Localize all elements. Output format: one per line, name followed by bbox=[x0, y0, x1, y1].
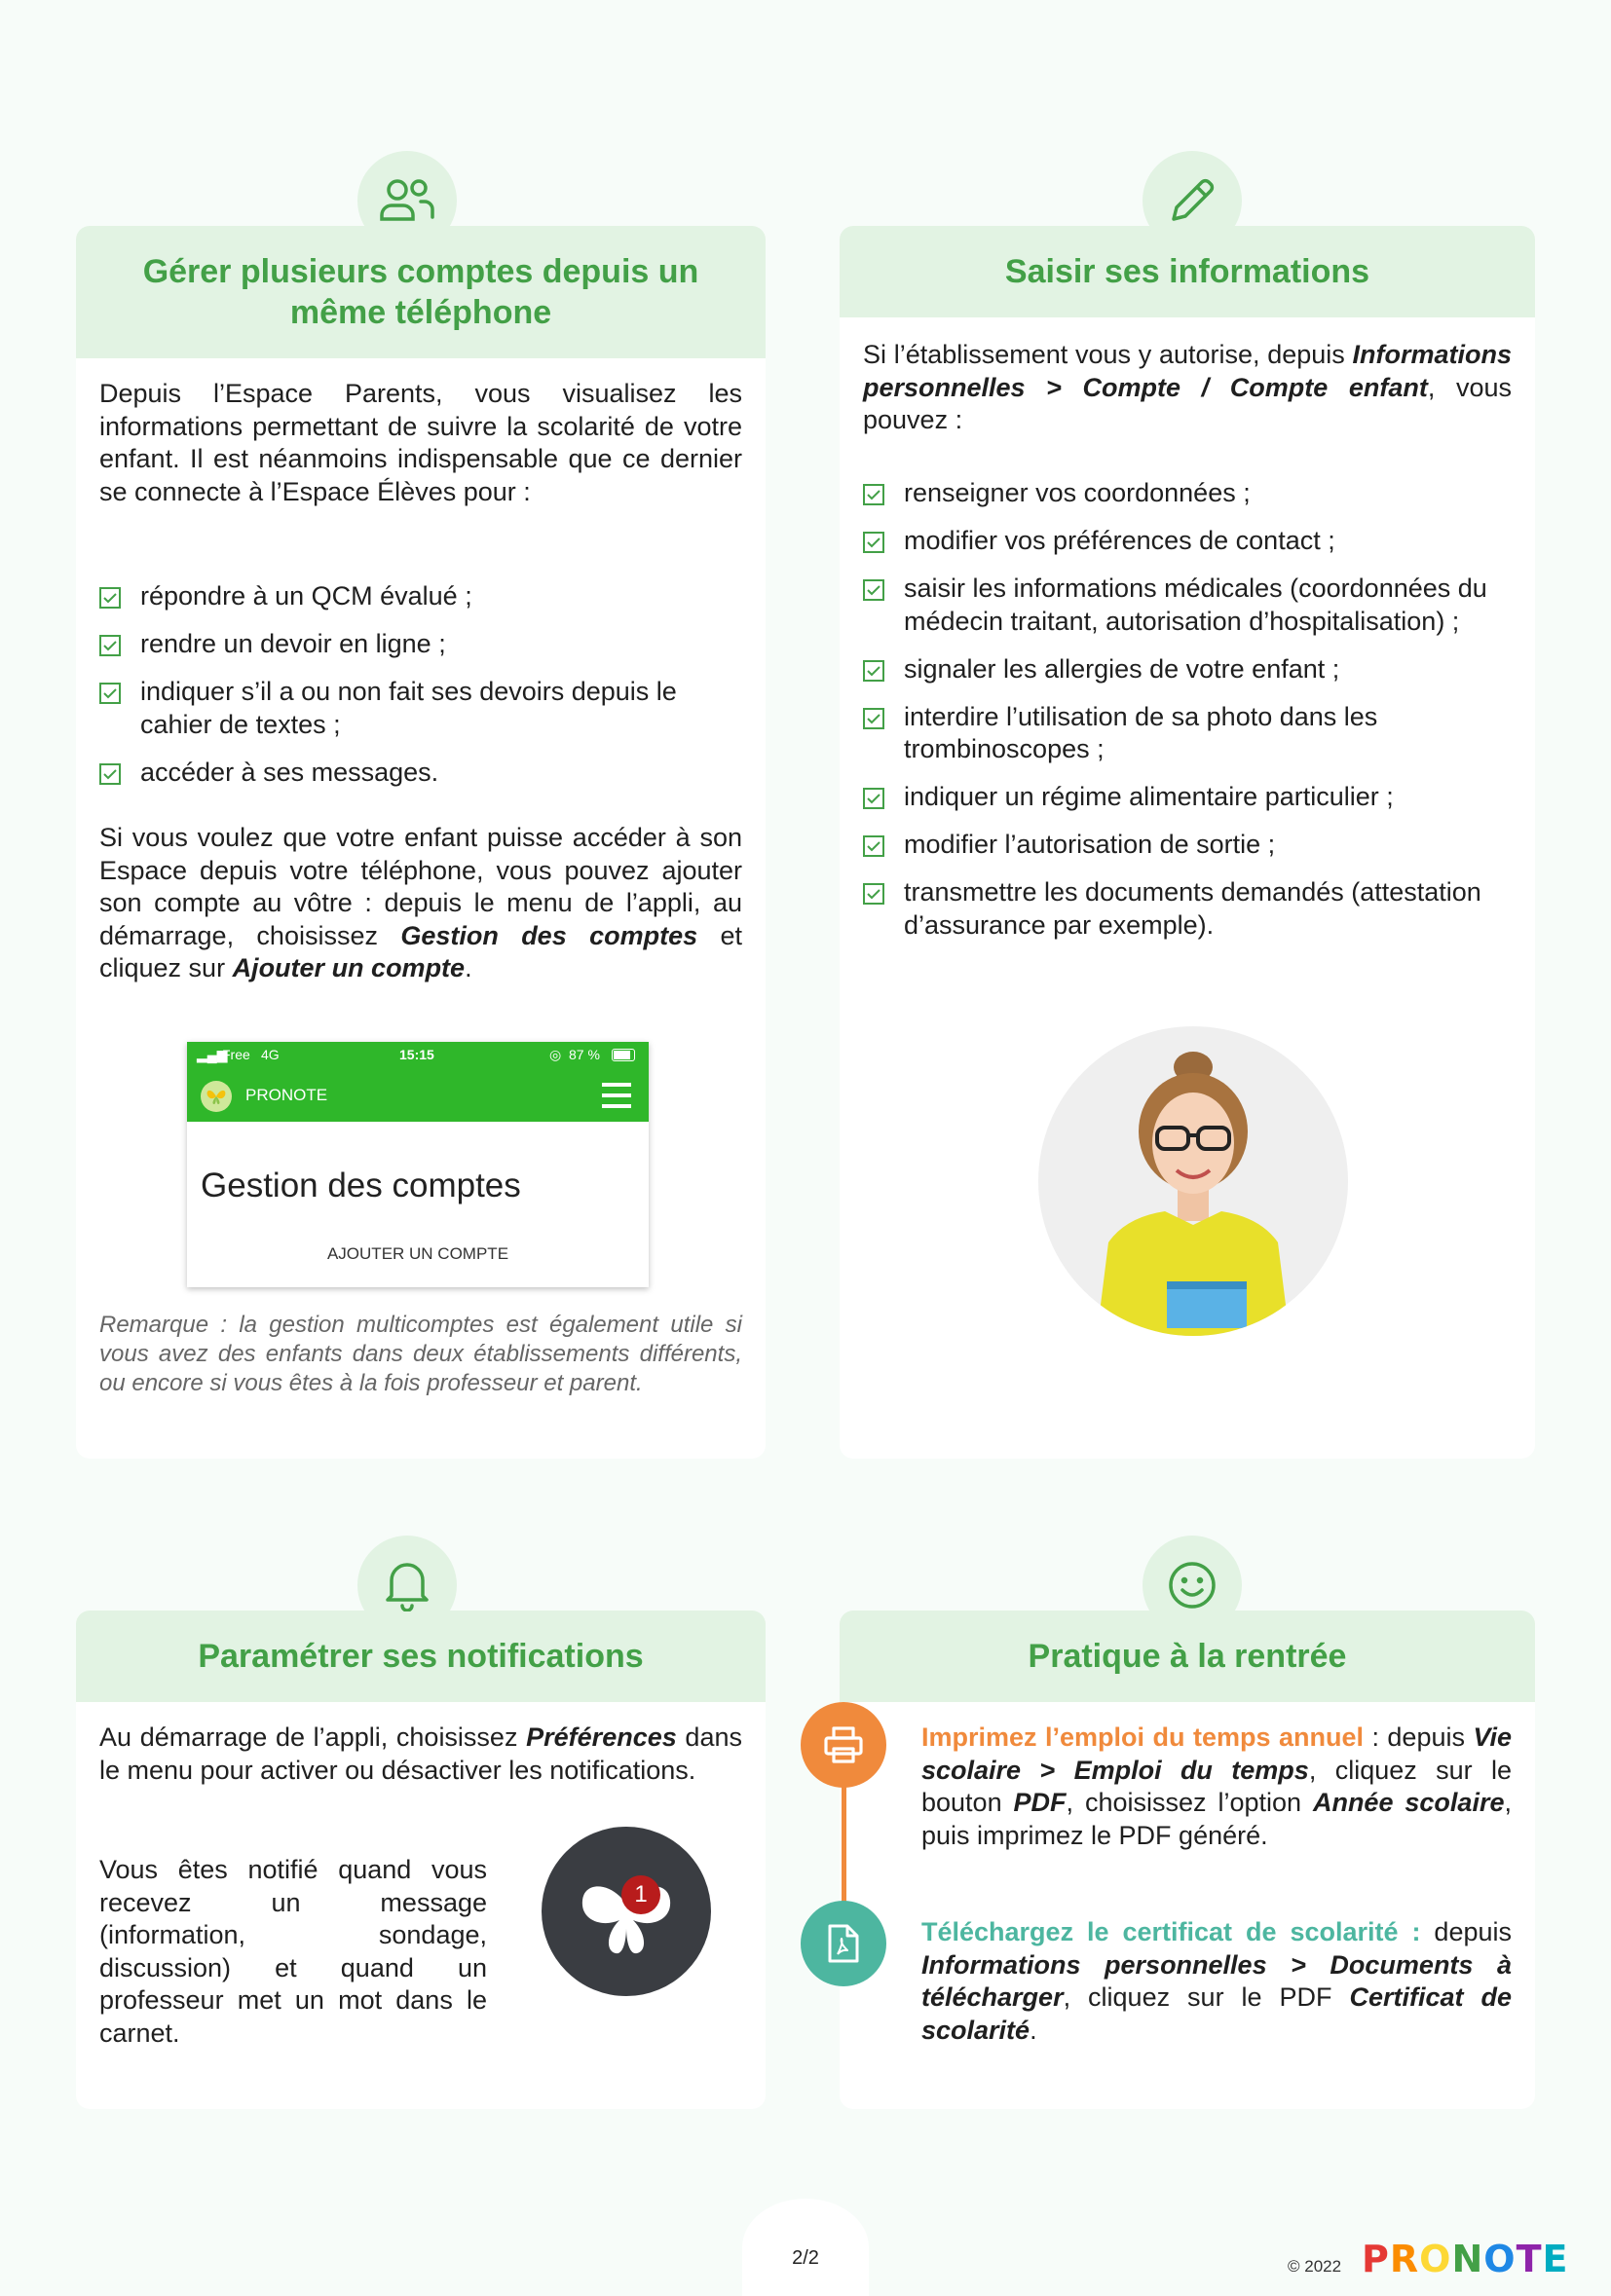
bell-icon-circle bbox=[357, 1536, 457, 1635]
notification-badge: 1 bbox=[621, 1875, 660, 1914]
smiley-icon bbox=[1167, 1560, 1218, 1611]
card-notifications-title: Paramétrer ses notifications bbox=[198, 1638, 644, 1675]
list-item: indiquer un régime alimentaire particulier ; bbox=[863, 781, 1512, 814]
checkbox-icon bbox=[99, 763, 121, 785]
card-input-info-intro: Si l’établissement vous y autorise, depuis Informations personnelles > Compte / Compte enfant, vous pouvez : bbox=[863, 340, 1512, 434]
battery-icon bbox=[612, 1049, 635, 1061]
card-input-info-title: Saisir ses informations bbox=[1004, 253, 1370, 290]
printer-icon-circle bbox=[801, 1702, 886, 1788]
checkbox-icon bbox=[863, 660, 884, 682]
checkbox-icon bbox=[863, 484, 884, 505]
card-multi-accounts-list bbox=[99, 580, 742, 804]
phone-status-bar bbox=[187, 1042, 649, 1069]
list-item: signaler les allergies de votre enfant ; bbox=[863, 653, 1512, 686]
list-item: rendre un devoir en ligne ; bbox=[99, 628, 742, 661]
brand-letter: T bbox=[1516, 2238, 1543, 2280]
signal-icon: ▂▄▆ bbox=[197, 1047, 228, 1062]
page-number: 2/2 bbox=[792, 2247, 819, 2269]
phone-battery: 87 % bbox=[569, 1047, 600, 1062]
notification-app-icon bbox=[542, 1827, 711, 1996]
hamburger-menu-icon[interactable] bbox=[602, 1083, 631, 1108]
phone-network: 4G bbox=[261, 1047, 280, 1062]
card-notifications-para1: Au démarrage de l’appli, choisissez Préférences dans le menu pour activer ou désactiver les notifications. bbox=[99, 1722, 742, 1785]
brand-letter: O bbox=[1419, 2238, 1452, 2280]
butterfly-icon bbox=[542, 1827, 711, 1996]
checkbox-icon bbox=[863, 579, 884, 601]
smiley-icon-circle bbox=[1143, 1536, 1242, 1635]
printer-icon bbox=[823, 1725, 864, 1764]
step-download-certificate: Téléchargez le certificat de scolarité : depuis Informations personnelles > Documents à télécharger, cliquez sur le PDF Certificat de scolarité. bbox=[921, 1917, 1513, 2045]
card-multi-accounts-para2: Si vous voulez que votre enfant puisse accéder à son Espace depuis votre téléphone, vous pouvez ajouter son compte au vôtre : depuis le menu de l’appli, au démarrage, choisissez Gestion des comptes et cliquez sur Ajouter un compte. bbox=[99, 823, 742, 982]
checkbox-icon bbox=[99, 635, 121, 656]
pencil-icon bbox=[1166, 174, 1218, 227]
pronote-logo-icon bbox=[201, 1081, 232, 1112]
checkbox-icon bbox=[99, 683, 121, 704]
list-item: indiquer s’il a ou non fait ses devoirs depuis le cahier de textes ; bbox=[99, 676, 742, 741]
list-item: accéder à ses messages. bbox=[99, 757, 742, 790]
brand-letter: O bbox=[1483, 2238, 1517, 2280]
phone-time: 15:15 bbox=[399, 1047, 434, 1062]
list-item: modifier l’autorisation de sortie ; bbox=[863, 829, 1512, 862]
bell-icon bbox=[382, 1559, 432, 1611]
card-multi-accounts-title: Gérer plusieurs comptes depuis un même téléphone bbox=[142, 253, 699, 331]
card-notifications-para2: Vous êtes notifié quand vous recevez un message (information, sondage, discussion) et quand un professeur met un mot dans le carnet. bbox=[99, 1855, 487, 2048]
card-input-info-list bbox=[863, 477, 1512, 957]
card-multi-accounts-intro: Depuis l’Espace Parents, vous visualisez les informations permettant de suivre la scolarité de votre enfant. Il est néanmoins indispensable que ce dernier se connecte à l’Espace Élèves pour : bbox=[99, 379, 742, 506]
phone-screen-title: Gestion des comptes bbox=[201, 1167, 521, 1204]
checkbox-icon bbox=[863, 883, 884, 905]
pronote-logo bbox=[1362, 2238, 1568, 2280]
phone-screenshot bbox=[187, 1042, 649, 1287]
phone-app-bar bbox=[187, 1069, 649, 1122]
list-item: modifier vos préférences de contact ; bbox=[863, 525, 1512, 558]
card-back-to-school-title: Pratique à la rentrée bbox=[1028, 1638, 1347, 1675]
location-icon: ◎ bbox=[549, 1047, 562, 1062]
pdf-icon-circle bbox=[801, 1901, 886, 1986]
student-photo bbox=[1038, 1026, 1348, 1336]
brand-letter: N bbox=[1451, 2238, 1484, 2280]
list-item: renseigner vos coordonnées ; bbox=[863, 477, 1512, 510]
users-icon bbox=[378, 176, 436, 225]
list-item: répondre à un QCM évalué ; bbox=[99, 580, 742, 613]
phone-app-name: PRONOTE bbox=[245, 1086, 328, 1104]
checkbox-icon bbox=[863, 835, 884, 857]
list-item: saisir les informations médicales (coordonnées du médecin traitant, autorisation d’hospitalisation) ; bbox=[863, 573, 1512, 638]
checkbox-icon bbox=[99, 587, 121, 609]
checkbox-icon bbox=[863, 532, 884, 553]
brand-letter: R bbox=[1389, 2238, 1420, 2280]
page-number-tab bbox=[742, 2199, 869, 2296]
brand-letter: E bbox=[1542, 2238, 1569, 2280]
step-print-timetable: Imprimez l’emploi du temps annuel : depuis Vie scolaire > Emploi du temps, cliquez sur le bouton PDF, choisissez l’option Année scolaire, puis imprimez le PDF généré. bbox=[921, 1722, 1512, 1850]
checkbox-icon bbox=[863, 788, 884, 809]
copyright: © 2022 bbox=[1288, 2257, 1342, 2276]
users-icon-circle bbox=[357, 151, 457, 250]
phone-carrier: Free bbox=[222, 1047, 250, 1062]
pdf-file-icon bbox=[827, 1923, 860, 1964]
pencil-icon-circle bbox=[1143, 151, 1242, 250]
card-multi-accounts-remark: Remarque : la gestion multicomptes est également utile si vous avez des enfants dans deux établissements différents, ou encore si vous êtes à la fois professeur et parent. bbox=[99, 1312, 742, 1396]
brand-letter: P bbox=[1362, 2238, 1390, 2280]
add-account-button[interactable]: AJOUTER UN COMPTE bbox=[326, 1244, 509, 1263]
list-item: interdire l’utilisation de sa photo dans les trombinoscopes ; bbox=[863, 701, 1512, 766]
list-item: transmettre les documents demandés (attestation d’assurance par exemple). bbox=[863, 876, 1512, 942]
checkbox-icon bbox=[863, 708, 884, 729]
